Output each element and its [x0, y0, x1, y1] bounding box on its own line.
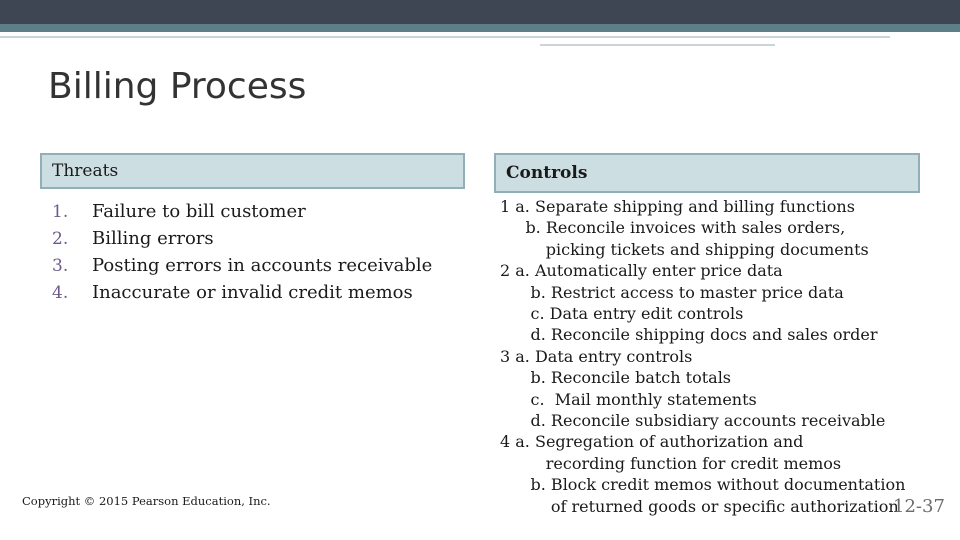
control-line	[500, 346, 905, 367]
control-indent	[500, 368, 531, 387]
control-indent	[500, 218, 525, 237]
control-indent	[500, 240, 546, 259]
control-text: c. Data entry edit controls	[530, 304, 744, 324]
controls-header: Controls	[494, 153, 920, 193]
control-indent	[500, 497, 551, 516]
control-line	[500, 239, 905, 260]
control-text: recording function for credit memos	[545, 453, 842, 473]
threat-text: Billing errors	[92, 228, 214, 249]
control-text: d. Reconcile subsidiary accounts receivable	[530, 411, 886, 431]
threat-text: Failure to bill customer	[92, 201, 306, 222]
decorative-line	[540, 44, 775, 46]
control-text: d. Reconcile shipping docs and sales order	[530, 325, 878, 345]
control-text: b. Restrict access to master price data	[530, 282, 844, 302]
threat-text: Posting errors in accounts receivable	[92, 255, 433, 276]
control-text: 4 a. Segregation of authorization and	[500, 432, 804, 452]
control-line	[500, 367, 905, 388]
control-text: b. Block credit memos without documentation	[530, 475, 906, 495]
threat-number: 3.	[52, 255, 69, 276]
control-text: 1 a. Separate shipping and billing functions	[500, 197, 855, 216]
threat-item	[52, 279, 432, 306]
control-indent	[500, 304, 531, 323]
control-line	[500, 196, 905, 217]
control-text: c. Mail monthly statements	[530, 389, 757, 409]
control-indent	[500, 454, 546, 473]
top-banner	[0, 0, 960, 24]
control-indent	[500, 283, 531, 302]
decorative-line	[0, 36, 890, 38]
control-line	[500, 431, 905, 452]
control-line	[500, 324, 905, 345]
threat-item	[52, 252, 432, 279]
control-indent	[500, 390, 531, 409]
copyright-notice: Copyright © 2015 Pearson Education, Inc.	[22, 494, 271, 508]
control-line	[500, 389, 905, 410]
threat-item	[52, 225, 432, 252]
control-line	[500, 453, 905, 474]
threat-text: Inaccurate or invalid credit memos	[92, 282, 413, 303]
control-indent	[500, 411, 531, 430]
control-line	[500, 496, 905, 517]
control-line	[500, 410, 905, 431]
control-line	[500, 474, 905, 495]
threat-number: 1.	[52, 201, 69, 222]
control-text: b. Reconcile batch totals	[530, 368, 732, 388]
threats-list	[52, 198, 432, 306]
controls-list	[500, 196, 905, 517]
control-text: picking tickets and shipping documents	[545, 239, 869, 259]
top-accent-bar	[0, 24, 960, 32]
slide-title: Billing Process	[48, 66, 307, 107]
threat-item	[52, 198, 432, 225]
threat-number: 2.	[52, 228, 69, 249]
control-text: b. Reconcile invoices with sales orders,	[525, 218, 846, 238]
page-number: 12-37	[893, 496, 945, 517]
threats-header: Threats	[40, 153, 465, 189]
control-line	[500, 260, 905, 281]
control-text: 3 a. Data entry controls	[500, 346, 693, 366]
threat-number: 4.	[52, 282, 69, 303]
control-line	[500, 303, 905, 324]
control-text: 2 a. Automatically enter price data	[500, 261, 783, 281]
control-text: of returned goods or specific authorization	[550, 496, 899, 516]
control-line	[500, 217, 905, 238]
control-indent	[500, 475, 531, 494]
control-line	[500, 282, 905, 303]
control-indent	[500, 325, 531, 344]
